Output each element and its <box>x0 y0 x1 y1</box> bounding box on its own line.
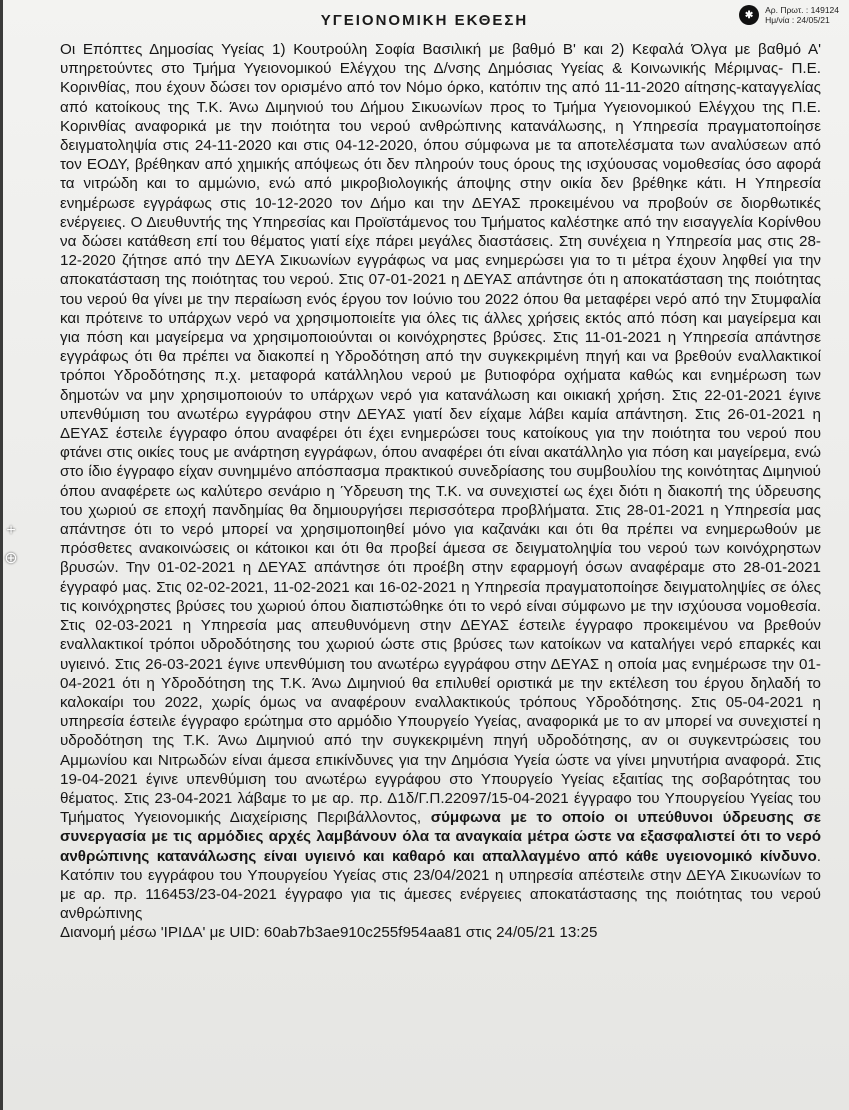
paragraph-bold-text: σύμφωνα με το οποίο οι υπεύθυνοι ύδρευσης σε συνεργασία με τις αρμόδιες αρχές λαμβάνουν όλα τα αναγκαία μέτρα ώστε να εξασφαλιστεί ότι το νερό ανθρώπινης κατανάλωσης είναι υγιεινό και καθαρό και απαλλαγμένο από κάθε υγειονομικό κίνδυνο <box>60 809 821 865</box>
paragraph-text-part2: . Κατόπιν του εγγράφου του Υπουργείου Υγείας στις 23/04/2021 η υπηρεσία απέστειλε στην ΔΕΥΑ Σικυωνίων το με αρ. πρ. 116453/23-04-2021 έγγραφο για τις άμεσες ενέργειες αποκατάστασης της ποιότητας του νερού ανθρώπινης <box>60 847 821 923</box>
viewer-side-tools <box>0 518 22 602</box>
report-paragraph <box>60 40 821 923</box>
paragraph-text-part1: Οι Επόπτες Δημοσίας Υγείας 1) Κουτρούλη Σοφία Βασιλική με βαθμό Β' και 2) Κεφαλά Όλγα με βαθμό Α' υπηρετούντες στο Τμήμα Υγειονομικού Ελέγχου της Δ/νσης Δημόσιας Υγείας & Κοινωνικής Μέριμνας- Π.Ε. Κορινθίας, που έχουν δώσει τον ορισμένο από τον Νόμο όρκο, κατόπιν της από 11-11-2020 αίτησης-καταγγελίας από κατοίκους της Τ.Κ. Άνω Διμηνιού του Δήμου Σικυωνίων προς το Τμήμα Υγειονομικού Ελέγχου της Π.Ε. Κορινθίας αναφορικά με την ποιότητα του νερού ανθρώπινης κατανάλωσης, η Υπηρεσία πραγματοποίησε δειγματοληψία στις 24-11-2020 και στις 04-12-2020, όπου σύμφωνα με τα αποτελέσματα των αναλύσεων από τον ΕΟΔΥ, βρέθηκαν από χημικής απόψεως ότι δεν πληρούν τους όρους της ισχύουσας νομοθεσίας όσο αφορά τα νιτρώδη και το αμμώνιο, ενώ από μικροβιολογικής άποψης στην οικία δεν βρέθηκε κάτι. Η Υπηρεσία ενημέρωσε εγγράφως στις 10-12-2020 τον Δήμο και την ΔΕΥΑΣ προκειμένου να προβούν σε διορθωτικές ενέργειες. Ο Διευθυντής της Υπηρεσίας και Προϊστάμενος του Τμήματος καλέστηκε από την εισαγγελία Κορίνθου να δώσει κατάθεση επί του θέματος γιατί είχε πάρει μεγάλες διαστάσεις. Στη συνέχεια η Υπηρεσία μας στις 28-12-2020 ζήτησε από την ΔΕΥΑ Σικυωνίων εγγράφως να μας ενημερώσει για το τι μέτρα έχουν ληφθεί για την αποκατάσταση της ποιότητας του νερού. Στις 07-01-2021 η ΔΕΥΑΣ απάντησε ότι η αποκατάσταση της ποιότητας του νερού θα γίνει με την περαίωση ενός έργου τον Ιούνιο του 2022 όπου θα μεταφέρει νερό από την Στυμφαλία και πρότεινε το υπάρχων νερό να χρησιμοποιείτε για όλες τις άλλες χρήσεις εκτός από πόση και μαγείρεμα και για πόση και μαγείρεμα να χρησιμοποιούνται οι κοινόχρηστες βρύσες. Στις 11-01-2021 η Υπηρεσία απάντησε εγγράφως ότι θα πρέπει να διακοπεί η Υδροδότηση από την συγκεκριμένη πηγή και να βρεθούν εναλλακτικοί τρόποι Υδροδότησης π.χ. μεταφορά κατάλληλου νερού με βυτιοφόρα οχήματα καθώς και ενημέρωση των δημοτών να μην χρησιμοποιούν το υπάρχων νερό για κατανάλωση και οικιακή χρήση. Στις 22-01-2021 έγινε υπενθύμιση του ανωτέρω εγγράφου στην ΔΕΥΑΣ γιατί δεν είχαμε λάβει καμία απάντηση. Στις 26-01-2021 η ΔΕΥΑΣ έστειλε έγγραφο όπου αναφέρει ότι έχει ενημερώσει τους κατοίκους για την ποιότητα του νερού που φτάνει στις οικίες τους με ανάρτηση εγγράφων, όπου αναφέρει ότι είναι ακατάλληλο για πόση και μαγείρεμα, ενώ στο ίδιο έγγραφο είχαν συνημμένο απόσπασμα πρακτικού συνεδρίασης του συμβουλίου της κοινότητας Διμηνιού όπου αναφέρετε ως καλύτερο σενάριο η Ύδρευση της Τ.Κ. να συνεχιστεί ως έχει διότι η διακοπή της ύδρευσης του χωριού σε εποχή πανδημίας θα δημιουργήσει περισσότερα προβλήματα. Στις 28-01-2021 η Υπηρεσία μας απάντησε ότι το νερό μπορεί να χρησιμοποιηθεί μόνο για καζανάκι και ότι θα πρέπει να ενημερωθούν με πρόσθετες ανακοινώσεις οι κάτοικοι και ότι θα προβεί άμεσα σε δειγματοληψία του νερού των κοινόχρηστων βρυσών. Την 01-02-2021 η ΔΕΥΑΣ απάντησε ότι προέβη στην εφαρμογή όσων αναφέραμε στο 28-01-2021 έγγραφό μας. Στις 02-02-2021, 11-02-2021 και 16-02-2021 η Υπηρεσία πραγματοποίησε δειγματοληψίες σε όλες τις κοινόχρηστες βρύσες του χωριού όπου διαπιστώθηκε ότι το νερό είναι σύμφωνο με την ισχύουσα νομοθεσία. Στις 02-03-2021 η Υπηρεσία μας απευθυνόμενη στην ΔΕΥΑΣ έστειλε έγγραφο προκειμένου να βρεθούν εναλλακτικοί τρόποι υδροδότησης του χωριού ώστε στις βρύσες των κατοίκων να καταλήγει νερό επαρκές και υγιεινό. Στις 26-03-2021 έγινε υπενθύμιση του ανωτέρω εγγράφου στην ΔΕΥΑΣ η οποία μας ενημέρωσε την 01-04-2021 ότι η Υδροδότηση της Τ.Κ. Άνω Διμηνιού θα επιλυθεί οριστικά με την εκτέλεση του έργου δηλαδή το καλοκαίρι του 2022, χωρίς όμως να αναφέρουν εναλλακτικούς τρόπους Υδροδότησης. Στις 05-04-2021 η υπηρεσία έστειλε έγγραφο ερώτημα στο αρμόδιο Υπουργείο Υγείας, αναφορικά με το αν μπορεί να συνεχιστεί η υδροδότηση της Τ.Κ. Άνω Διμηνιού από την συγκεκριμένη πηγή υδροδότησης, αν οι συγκεντρώσεις του Αμμωνίου και Νιτρωδών είναι άμεσα επικίνδυνες για την Δημόσια Υγεία ώστε να γίνει μηνυτήρια αναφορά. Στις 19-04-2021 έγινε υπενθύμιση του ανωτέρω εγγράφου στο Υπουργείο Υγείας εξαιτίας της σοβαρότητας του θέματος. Στις 23-04-2021 λάβαμε το με αρ. πρ. Δ1δ/Γ.Π.22097/15-04-2021 έγγραφο του Υπουργείου Υγείας του Τμήματος Υγειονομικής Διαχείρισης Περιβάλλοντος, <box>60 41 821 827</box>
distribution-footer: Διανομή μέσω 'ΙΡΙΔΑ' με UID: 60ab7b3ae910c255f954aa81 στις 24/05/21 13:25 <box>60 924 598 942</box>
document-title: ΥΓΕΙΟΝΟΜΙΚΗ ΕΚΘΕΣΗ <box>320 12 529 29</box>
protocol-number: Αρ. Πρωτ. : 149124 <box>765 5 839 15</box>
add-icon[interactable]: + <box>6 522 16 539</box>
protocol-date: Ημ/νία : 24/05/21 <box>765 15 830 25</box>
emblem-icon: ✱ <box>739 5 759 25</box>
report-body <box>60 40 821 943</box>
zoom-in-icon[interactable]: ⊕ <box>4 550 18 567</box>
